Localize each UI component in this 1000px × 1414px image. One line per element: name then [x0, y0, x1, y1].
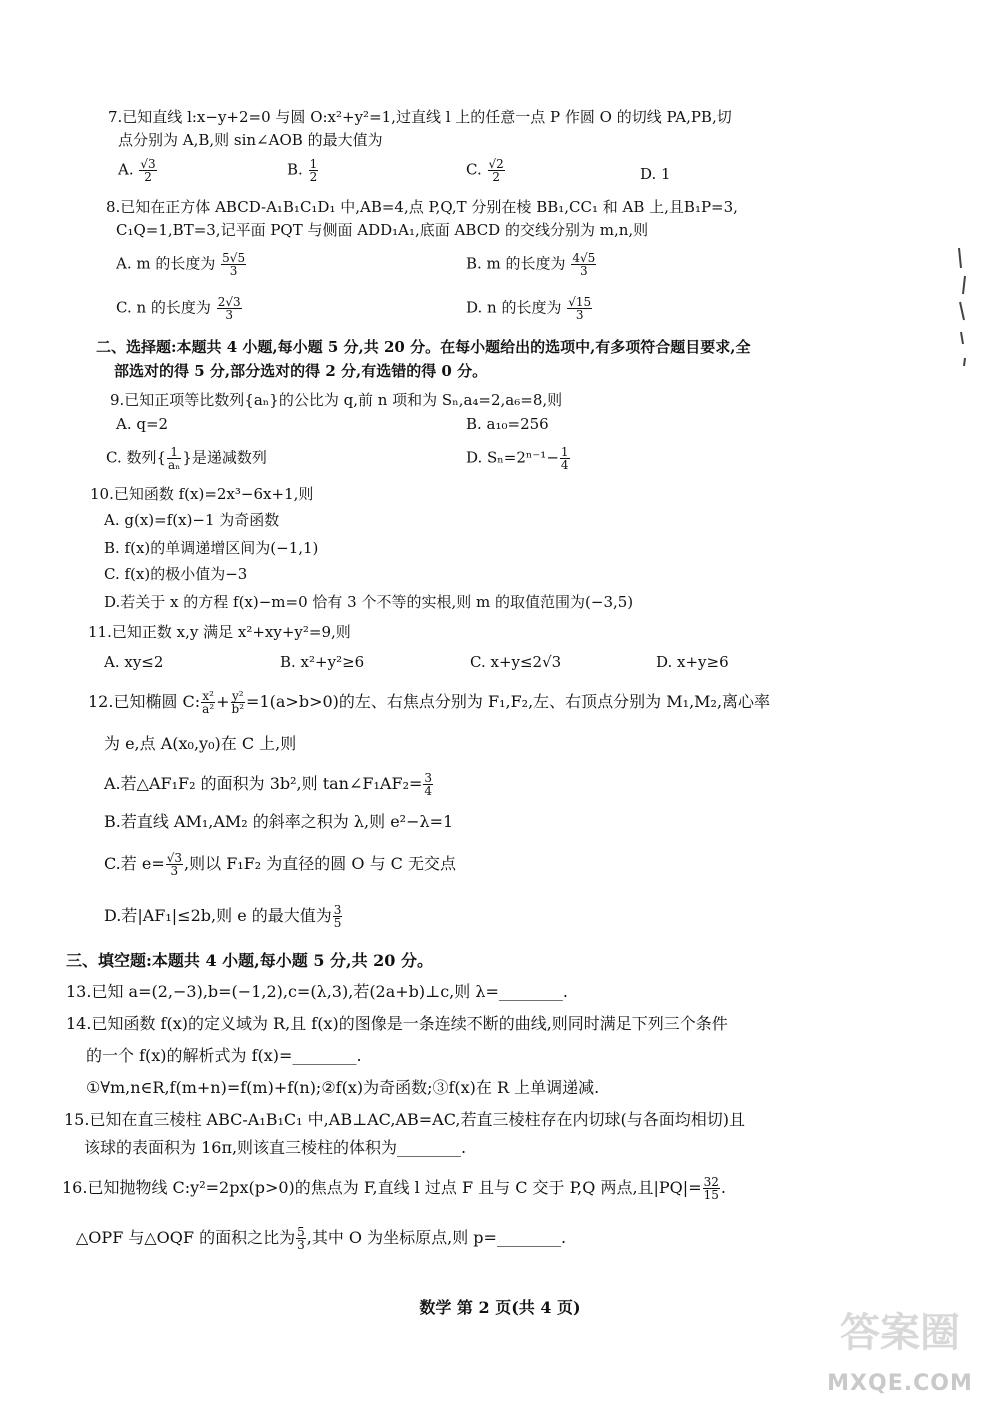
q7-option-b-fraction [309, 158, 319, 183]
fraction-denominator: a² [202, 702, 215, 716]
q15-stem-line1: 15.已知在直三棱柱 ABC-A₁B₁C₁ 中,AB⊥AC,AB=AC,若直三棱柱存在内切球(与各面均相切)且 [64, 1110, 745, 1129]
q10-option-c: C. f(x)的极小值为−3 [104, 565, 248, 583]
q12-y-fraction [231, 690, 246, 715]
fraction-numerator: 3 [333, 903, 342, 917]
fraction-denominator: 15 [703, 1188, 719, 1202]
q14-stem-line2: 的一个 f(x)的解析式为 f(x)=________. [86, 1046, 362, 1065]
q15-stem-line2: 该球的表面积为 16π,则该直三棱柱的体积为________. [84, 1138, 467, 1157]
q7-option-a-label: A. [118, 160, 134, 179]
fraction-denominator: 4 [560, 458, 569, 472]
fraction-numerator: 1 [309, 157, 318, 171]
q8-option-d-fraction [567, 296, 592, 321]
q9-stem: 9.已知正项等比数列{aₙ}的公比为 q,前 n 项和为 Sₙ,a₄=2,a₆=8,则 [110, 391, 563, 409]
q12-option-c-suffix: ,则以 F₁F₂ 为直径的圆 O 与 C 无交点 [184, 854, 457, 873]
q8-option-a-fraction [221, 252, 246, 277]
q16-ratio-suffix: ,其中 O 为坐标原点,则 p=________. [306, 1228, 567, 1247]
q11-option-a: A. xy≤2 [104, 653, 164, 671]
fraction-denominator: aₙ [168, 458, 181, 472]
q7-option-c-fraction [488, 158, 505, 183]
q16-stem-line1 [62, 1176, 726, 1201]
section-3-heading: 三、填空题:本题共 4 小题,每小题 5 分,共 20 分。 [66, 951, 434, 970]
q8-option-d [466, 296, 593, 321]
fraction-denominator: 3 [170, 864, 179, 878]
q12-option-c-fraction [166, 852, 183, 877]
q7-option-d: D. 1 [640, 165, 671, 183]
watermark [820, 1306, 980, 1396]
q9-option-c [106, 446, 267, 471]
fraction-numerator: 5√5 [222, 251, 246, 265]
q16-ratio-fraction [296, 1226, 306, 1251]
fraction-numerator: 4√5 [572, 251, 596, 265]
q9-option-d-fraction [560, 446, 570, 471]
q8-option-c-fraction [217, 296, 242, 321]
q7-option-c [466, 158, 506, 183]
fraction-denominator: 2 [144, 170, 152, 184]
fraction-denominator: 2 [492, 170, 500, 184]
fraction-denominator: 3 [229, 264, 238, 278]
q14-stem-line1: 14.已知函数 f(x)的定义域为 R,且 f(x)的图像是一条连续不断的曲线,则同时满足下列三个条件 [66, 1014, 728, 1033]
watermark-logo: 答案圈 [840, 1310, 960, 1356]
q7-option-b-label: B. [287, 160, 303, 179]
fraction-numerator: √3 [166, 851, 183, 865]
q8-option-b-fraction [571, 252, 596, 277]
fraction-denominator: 3 [579, 264, 588, 278]
q12-x-fraction [201, 690, 215, 715]
q16-stem-period: . [720, 1178, 726, 1197]
fraction-denominator: 2 [309, 170, 318, 184]
q9-option-b: B. a₁₀=256 [466, 415, 549, 433]
section-2-heading-line1: 二、选择题:本题共 4 小题,每小题 5 分,共 20 分。在每小题给出的选项中,有多项符合题目要求,全 [96, 338, 751, 356]
q7-stem-line2: 点分别为 A,B,则 sin∠AOB 的最大值为 [118, 131, 383, 149]
q8-option-c [116, 296, 243, 321]
q16-stem-prefix: 16.已知抛物线 C:y²=2px(p>0)的焦点为 F,直线 l 过点 F 且与 C 交于 P,Q 两点,且|PQ|= [62, 1178, 702, 1197]
q9-option-c-suffix: }是递减数列 [182, 448, 267, 467]
q13-stem: 13.已知 a=(2,−3),b=(−1,2),c=(λ,3),若(2a+b)⊥c,则 λ=________. [66, 982, 568, 1001]
q12-option-b: B.若直线 AM₁,AM₂ 的斜率之积为 λ,则 e²−λ=1 [104, 812, 454, 831]
section-2-heading-line2: 部选对的得 5 分,部分选对的得 2 分,有选错的得 0 分。 [114, 362, 488, 380]
q12-stem-line2: 为 e,点 A(x₀,y₀)在 C 上,则 [104, 734, 297, 753]
q12-option-c [104, 852, 456, 877]
q11-option-d: D. x+y≥6 [656, 653, 729, 671]
fraction-numerator: √2 [488, 157, 504, 171]
q12-option-a-text: A.若△AF₁F₂ 的面积为 3b²,则 tan∠F₁AF₂= [104, 774, 423, 793]
q7-option-a [118, 158, 158, 183]
q10-option-a: A. g(x)=f(x)−1 为奇函数 [104, 511, 280, 529]
q7-option-c-label: C. [466, 160, 482, 179]
fraction-numerator: 1 [167, 446, 181, 459]
q11-stem: 11.已知正数 x,y 满足 x²+xy+y²=9,则 [88, 623, 351, 641]
page-footer: 数学 第 2 页(共 4 页) [419, 1298, 581, 1317]
fraction-numerator: x² [202, 689, 214, 703]
q9-option-d [466, 446, 571, 471]
fraction-denominator: 5 [333, 916, 342, 930]
q12-stem-line1 [88, 690, 770, 715]
q7-option-b [287, 158, 319, 183]
fraction-numerator: √3 [140, 157, 156, 171]
q8-option-b [466, 252, 597, 277]
edge-scan-marks [955, 240, 975, 370]
q11-option-c: C. x+y≤2√3 [470, 653, 562, 671]
fraction-denominator: 3 [575, 308, 584, 322]
q16-pq-fraction [703, 1176, 720, 1201]
q16-stem-line2 [76, 1226, 566, 1251]
q8-option-c-label: C. n 的长度为 [116, 298, 211, 317]
q9-option-d-prefix: D. Sₙ=2ⁿ⁻¹− [466, 448, 559, 467]
q8-option-a-label: A. m 的长度为 [116, 254, 216, 273]
q7-option-a-fraction [139, 158, 156, 183]
q9-option-c-fraction [167, 446, 181, 471]
q8-option-d-label: D. n 的长度为 [466, 298, 562, 317]
q10-stem: 10.已知函数 f(x)=2x³−6x+1,则 [90, 485, 314, 503]
q14-conditions: ①∀m,n∈R,f(m+n)=f(m)+f(n);②f(x)为奇函数;③f(x)在 R 上单调递减. [86, 1078, 600, 1097]
q12-stem-suffix: =1(a>b>0)的左、右焦点分别为 F₁,F₂,左、右顶点分别为 M₁,M₂,离心率 [246, 692, 771, 711]
q8-option-b-label: B. m 的长度为 [466, 254, 566, 273]
fraction-denominator: 3 [225, 308, 233, 322]
q16-ratio-prefix: △OPF 与△OQF 的面积之比为 [76, 1228, 296, 1247]
fraction-numerator: 2√3 [217, 295, 241, 309]
q10-option-b: B. f(x)的单调递增区间为(−1,1) [104, 539, 319, 557]
q12-stem-prefix: 12.已知椭圆 C: [88, 692, 201, 711]
q12-option-d-prefix: D.若|AF₁|≤2b,则 e 的最大值为 [104, 906, 332, 925]
watermark-url: MXQE.COM [827, 1371, 973, 1396]
fraction-numerator: 1 [560, 445, 569, 459]
q8-stem-line1: 8.已知在正方体 ABCD-A₁B₁C₁D₁ 中,AB=4,点 P,Q,T 分别在棱 BB₁,CC₁ 和 AB 上,且B₁P=3, [106, 198, 738, 216]
q7-stem-line1: 7.已知直线 l:x−y+2=0 与圆 O:x²+y²=1,过直线 l 上的任意一点 P 作圆 O 的切线 PA,PB,切 [108, 108, 732, 126]
fraction-denominator: 4 [424, 784, 433, 798]
q12-option-d-fraction [333, 904, 343, 929]
fraction-numerator: 32 [703, 1175, 719, 1189]
fraction-denominator: 3 [297, 1238, 305, 1252]
q8-stem-line2: C₁Q=1,BT=3,记平面 PQT 与侧面 ADD₁A₁,底面 ABCD 的交线分别为 m,n,则 [116, 221, 649, 239]
q8-option-a [116, 252, 247, 277]
q11-option-b: B. x²+y²≥6 [280, 653, 365, 671]
q9-option-c-prefix: C. 数列{ [106, 448, 167, 467]
q12-plus-sign: + [216, 692, 230, 711]
q12-option-a-fraction [423, 772, 433, 797]
q9-option-a: A. q=2 [116, 415, 169, 433]
fraction-denominator: b² [231, 702, 245, 716]
q12-option-d [104, 904, 343, 929]
q10-option-d: D.若关于 x 的方程 f(x)−m=0 恰有 3 个不等的实根,则 m 的取值范围为(−3,5) [104, 593, 634, 611]
fraction-numerator: √15 [568, 295, 592, 309]
fraction-numerator: 3 [424, 771, 433, 785]
q12-option-c-prefix: C.若 e= [104, 854, 165, 873]
q12-option-a [104, 772, 434, 797]
fraction-numerator: 5 [297, 1225, 305, 1239]
fraction-numerator: y² [232, 689, 244, 703]
